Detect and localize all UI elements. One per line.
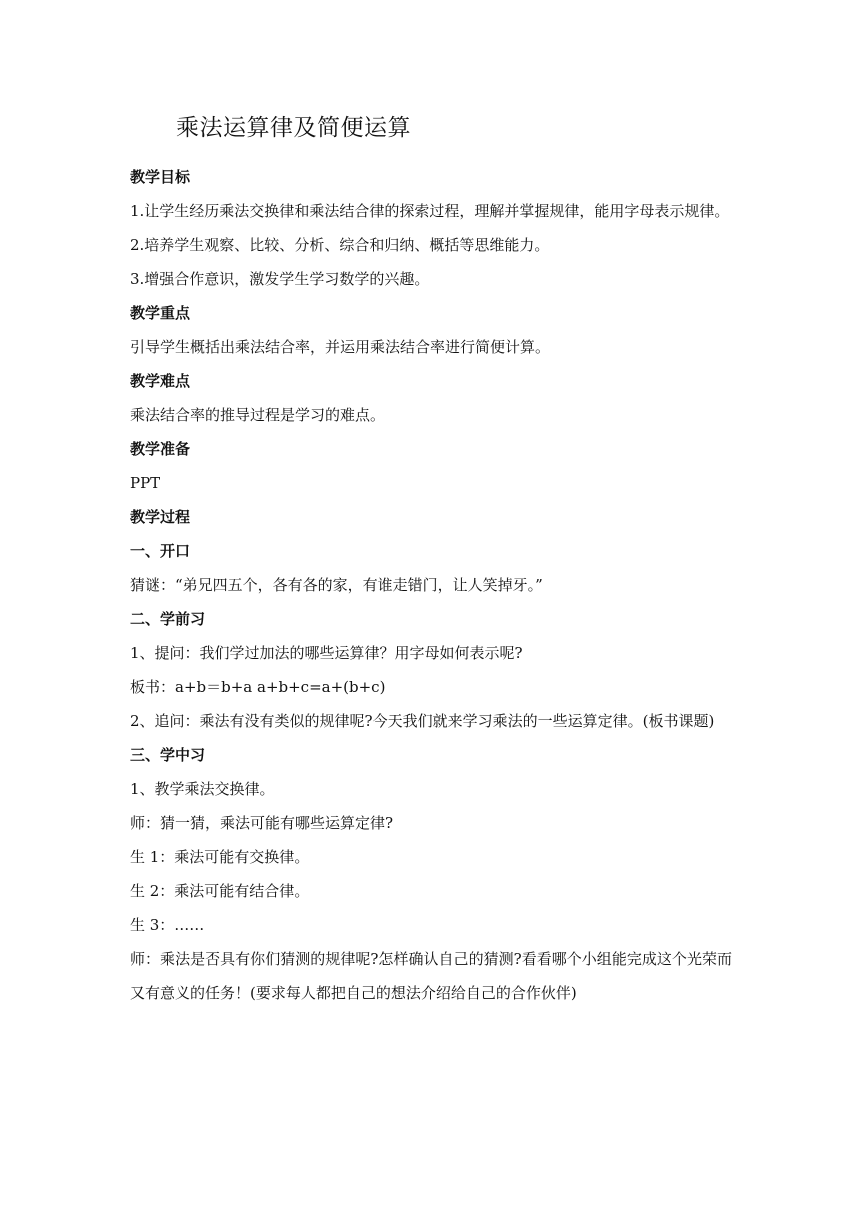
teacher-line: 师：乘法是否具有你们猜测的规律呢?怎样确认自己的猜测?看看哪个小组能完成这个光荣而又有意义的任务！(要求每人都把自己的想法介绍给自己的合作伙伴) — [130, 950, 732, 1002]
preparation-text: PPT — [130, 474, 161, 492]
objective-item: 1.让学生经历乘法交换律和乘法结合律的探索过程，理解并掌握规律，能用字母表示规律。 — [130, 202, 730, 220]
objective-item: 3.增强合作意识，激发学生学习数学的兴趣。 — [130, 270, 430, 288]
objectives-heading: 教学目标 — [130, 168, 191, 186]
document-body — [130, 160, 732, 1010]
instudy-item-1: 1、教学乘法交换律。 — [130, 780, 275, 798]
key-point-heading: 教学重点 — [130, 304, 191, 322]
student-line: 生 2：乘法可能有结合律。 — [130, 882, 310, 900]
student-line: 生 1：乘法可能有交换律。 — [130, 848, 310, 866]
prestudy-heading: 二、学前习 — [130, 610, 206, 628]
process-heading: 教学过程 — [130, 508, 191, 526]
opening-text: 猜谜：“弟兄四五个，各有各的家，有谁走错门，让人笑掉牙。” — [130, 576, 543, 594]
student-line: 生 3：…… — [130, 916, 205, 934]
opening-heading: 一、开口 — [130, 542, 191, 560]
instudy-heading: 三、学中习 — [130, 746, 206, 764]
preparation-heading: 教学准备 — [130, 440, 191, 458]
prestudy-board-note: 板书：a+b＝b+a a+b+c=a+(b+c) — [130, 678, 386, 696]
teacher-line: 师：猜一猜，乘法可能有哪些运算定律? — [130, 814, 394, 832]
prestudy-question-1: 1、提问：我们学过加法的哪些运算律？用字母如何表示呢? — [130, 644, 523, 662]
difficulty-text: 乘法结合率的推导过程是学习的难点。 — [130, 406, 386, 424]
prestudy-question-2: 2、追问：乘法有没有类似的规律呢?今天我们就来学习乘法的一些运算定律。(板书课题) — [130, 712, 715, 730]
objective-item: 2.培养学生观察、比较、分析、综合和归纳、概括等思维能力。 — [130, 236, 550, 254]
key-point-text: 引导学生概括出乘法结合率，并运用乘法结合率进行简便计算。 — [130, 338, 551, 356]
document-title: 乘法运算律及简便运算 — [176, 115, 411, 141]
difficulty-heading: 教学难点 — [130, 372, 191, 390]
